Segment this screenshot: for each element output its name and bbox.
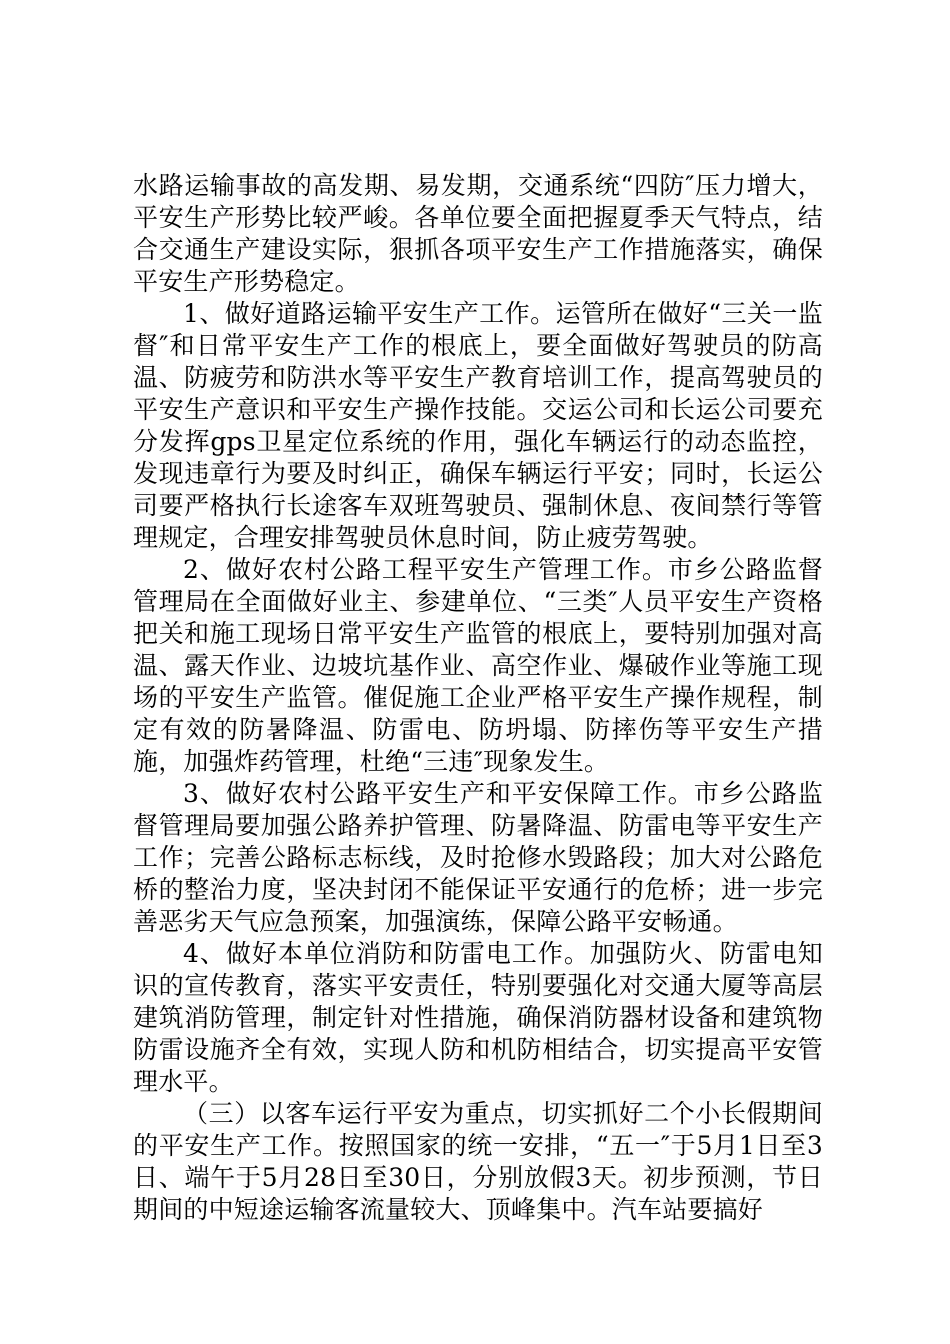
paragraph-road-transport: 1、做好道路运输平安生产工作。运管所在做好“三关一监督″和日常平安生产工作的根底上，要全面做好驾驶员的防高温、防疲劳和防洪水等平安生产教育培训工作，提高驾驶员的平安生产意识和平安生产操作技能。交运公司和长运公司要充分发挥gps卫星定位系统的作用，强化车辆运行的动态监控，发现违章行为要及时纠正，确保车辆运行平安；同时，长运公司要严格执行长途客车双班驾驶员、强制休息、夜间禁行等管理规定，合理安排驾驶员休息时间，防止疲劳驾驶。 — [133, 299, 823, 552]
paragraph-holiday-safety: （三）以客车运行平安为重点，切实抓好二个小长假期间的平安生产工作。按照国家的统一安排，“五一″于5月1日至3日、端午于5月28日至30日，分别放假3天。初步预测，节日期间的中短途运输客流量较大、顶峰集中。汽车站要搞好 — [133, 1099, 823, 1224]
paragraph-continuation: 水路运输事故的高发期、易发期，交通系统“四防″压力增大，平安生产形势比较严峻。各单位要全面把握夏季天气特点，结合交通生产建设实际，狠抓各项平安生产工作措施落实，确保平安生产形势稳定。 — [133, 171, 823, 296]
document-body — [133, 170, 823, 1226]
paragraph-fire-lightning: 4、做好本单位消防和防雷电工作。加强防火、防雷电知识的宣传教育，落实平安责任，特别要强化对交通大厦等高层建筑消防管理，制定针对性措施，确保消防器材设备和建筑物防雷设施齐全有效，实现人防和机防相结合，切实提高平安管理水平。 — [133, 939, 823, 1096]
paragraph-rural-road-engineering: 2、做好农村公路工程平安生产管理工作。市乡公路监督管理局在全面做好业主、参建单位、“三类″人员平安生产资格把关和施工现场日常平安生产监管的根底上，要特别加强对高温、露天作业、边坡坑基作业、高空作业、爆破作业等施工现场的平安生产监管。催促施工企业严格平安生产操作规程，制定有效的防暑降温、防雷电、防坍塌、防摔伤等平安生产措施，加强炸药管理，杜绝“三违″现象发生。 — [133, 555, 823, 776]
paragraph-rural-road-safety: 3、做好农村公路平安生产和平安保障工作。市乡公路监督管理局要加强公路养护管理、防暑降温、防雷电等平安生产工作；完善公路标志标线，及时抢修水毁路段；加大对公路危桥的整治力度，坚决封闭不能保证平安通行的危桥；进一步完善恶劣天气应急预案，加强演练，保障公路平安畅通。 — [133, 779, 823, 936]
